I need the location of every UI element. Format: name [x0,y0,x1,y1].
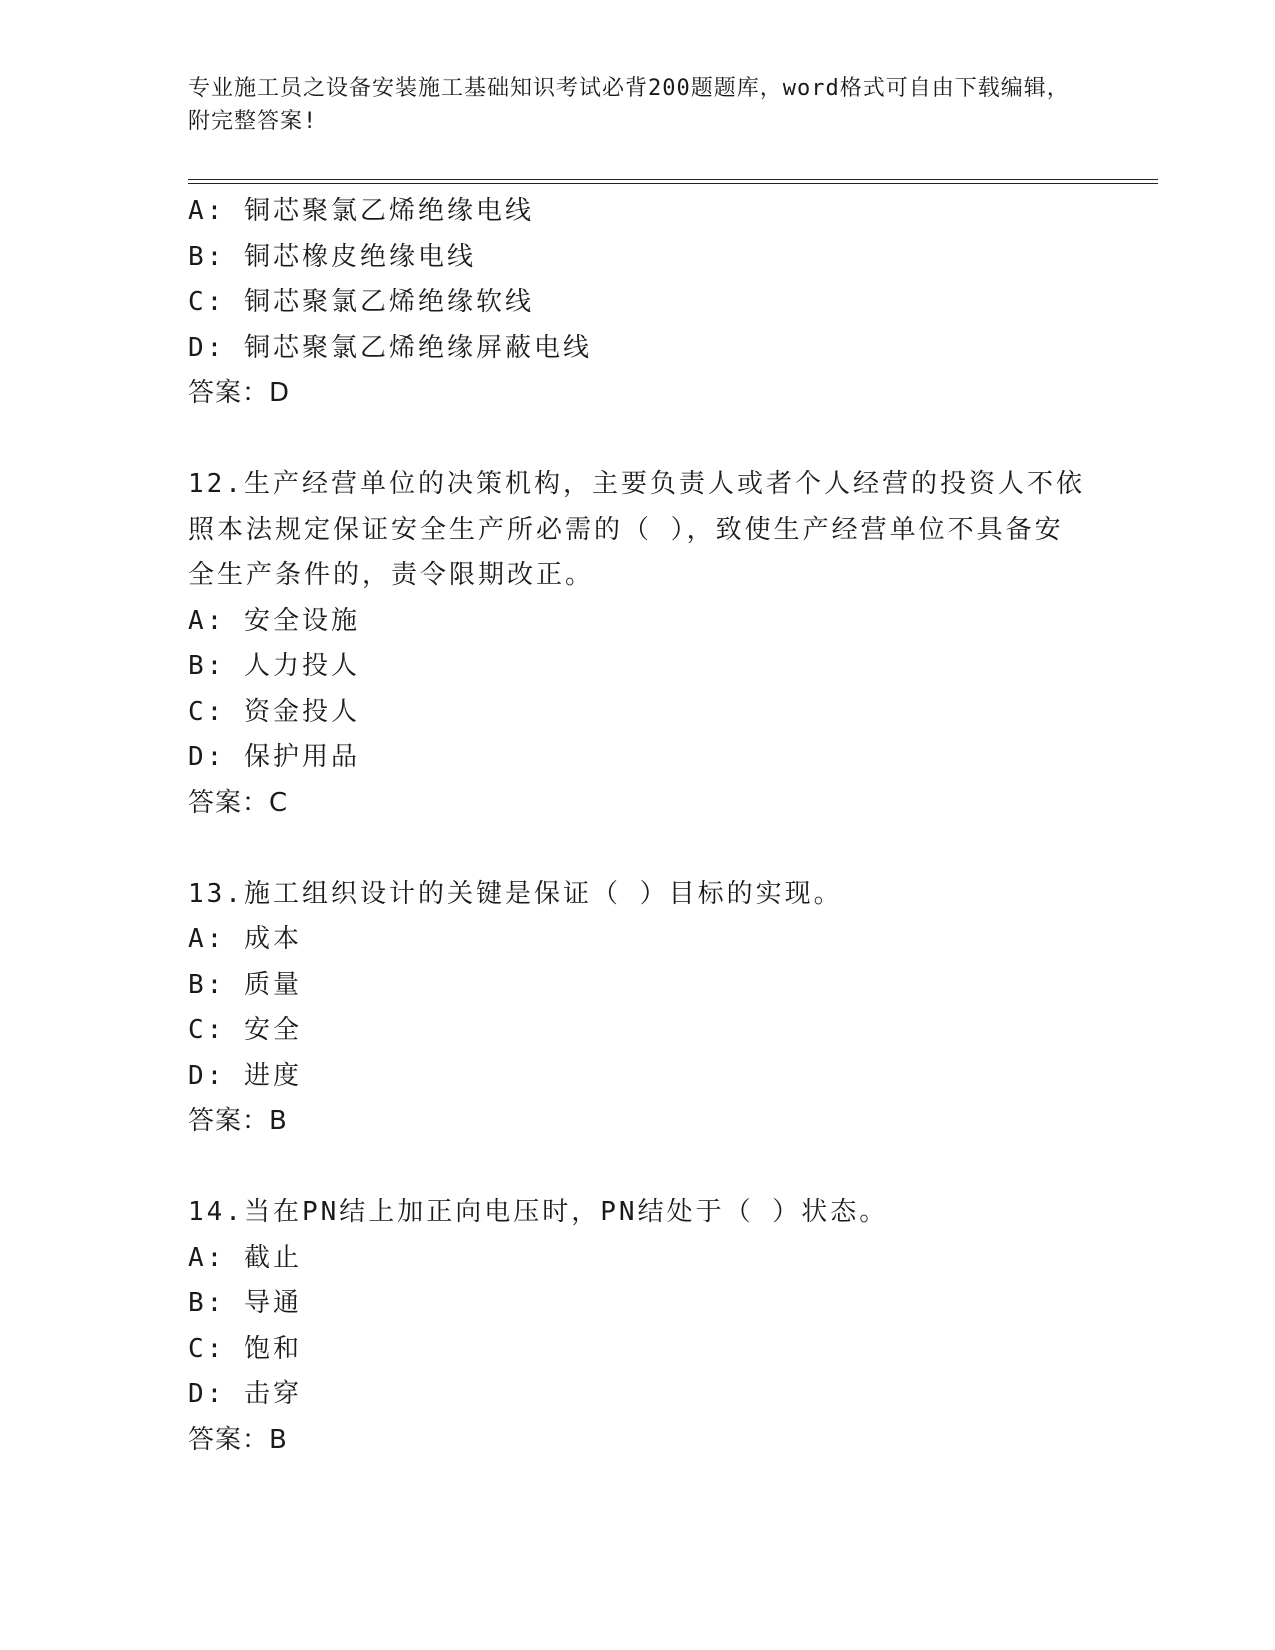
question-11-continued [188,189,1088,417]
question-14 [188,1190,1088,1463]
option-b: B: 质量 [188,969,302,1000]
question-stem: 12.生产经营单位的决策机构，主要负责人或者个人经营的投资人不依照本法规定保证安全生产所必需的（ ），致使生产经营单位不具备安全生产条件的，责令限期改正。 [188,469,1085,590]
option-a: A: 成本 [188,924,302,954]
header-divider-top [188,179,1158,180]
question-12 [188,462,1088,826]
option-a: A: 铜芯聚氯乙烯绝缘电线 [188,196,534,226]
answer-line: 答案：B [188,1424,288,1455]
answer-line: 答案：D [188,378,291,408]
option-d: D: 进度 [188,1060,302,1091]
option-d: D: 铜芯聚氯乙烯绝缘屏蔽电线 [188,332,592,363]
option-d: D: 保护用品 [188,742,360,772]
question-stem: 14.当在PN结上加正向电压时，PN结处于（ ）状态。 [188,1197,889,1227]
option-a: A: 截止 [188,1242,302,1273]
header-divider-bottom [188,183,1158,184]
document-header [188,72,1088,138]
answer-line: 答案：B [188,1106,288,1136]
option-c: C: 饱和 [188,1333,302,1364]
document-title: 专业施工员之设备安装施工基础知识考试必背200题题库，word格式可自由下载编辑，附完整答案! [188,76,1070,134]
option-c: C: 安全 [188,1015,302,1045]
answer-line: 答案：C [188,787,289,818]
question-13 [188,872,1088,1145]
option-b: B: 铜芯橡皮绝缘电线 [188,241,476,272]
option-b: B: 导通 [188,1288,302,1318]
option-b: B: 人力投人 [188,651,360,681]
option-c: C: 铜芯聚氯乙烯绝缘软线 [188,287,534,317]
question-stem: 13.施工组织设计的关键是保证（ ）目标的实现。 [188,878,843,909]
option-c: C: 资金投人 [188,696,360,727]
question-list [188,189,1088,1463]
option-d: D: 击穿 [188,1379,302,1409]
option-a: A: 安全设施 [188,605,360,636]
